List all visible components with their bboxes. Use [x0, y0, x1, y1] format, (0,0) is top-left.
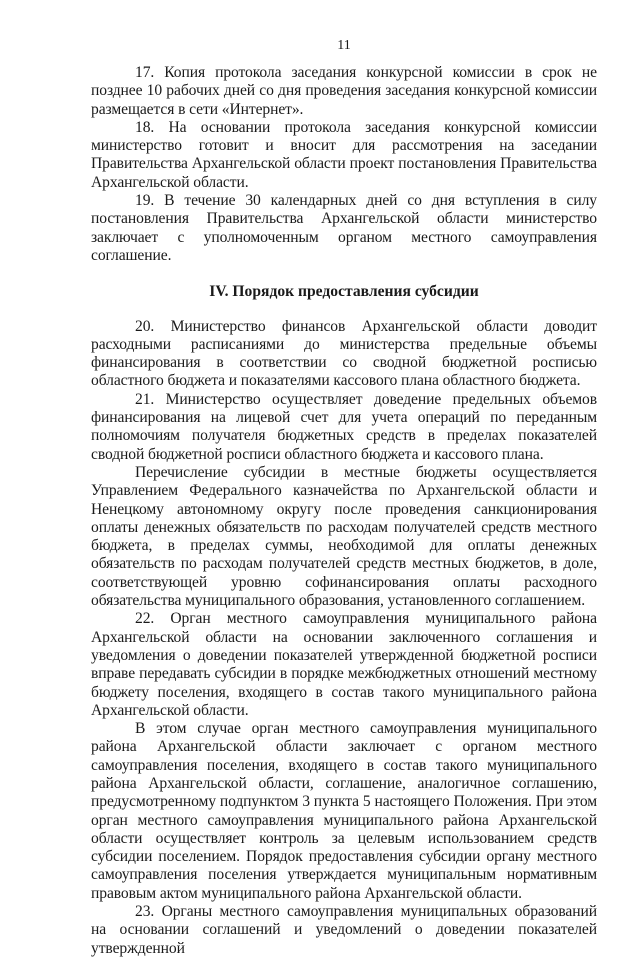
- section-heading: IV. Порядок предоставления субсидии: [209, 283, 479, 301]
- paragraph-18: 18. На основании протокола заседания конкурсной комиссии министерство готовит и вносит для рассмотрения на заседании Правительства Архангельской области проект постановления Правительства Архангельской области.: [91, 118, 597, 191]
- paragraph-22-continued: В этом случае орган местного самоуправления муниципального района Архангельской области заключает с органом местного самоуправления поселения, входящего в состав такого муниципального района Архангельской области, соглашение, аналогичное соглашению, предусмотренному подпунктом 3 пункта 5 настоящего Положения. При этом орган местного самоуправления муниципального района Архангельской области осуществляет контроль за целевым использованием средств субсидии поселением. Порядок предоставления субсидии органу местного самоуправления поселения утверждается муниципальным нормативным правовым актом муниципального района Архангельской области.: [91, 720, 597, 902]
- page-number: 11: [337, 38, 351, 53]
- paragraph-19: 19. В течение 30 календарных дней со дня вступления в силу постановления Правительства Архангельской области министерство заключает с уполномоченным органом местного самоуправления соглашение.: [91, 192, 597, 264]
- paragraph-23: 23. Органы местного самоуправления муниципальных образований на основании соглашений и уведомлений о доведении показателей утвержденной: [91, 903, 597, 957]
- paragraph-22: 22. Орган местного самоуправления муниципального района Архангельской области на основании заключенного соглашения и уведомления о доведении показателей утвержденной бюджетной росписи вправе передавать субсидии в порядке межбюджетных отношений местному бюджету поселения, входящего в состав такого муниципального района Архангельской области.: [91, 610, 597, 719]
- paragraph-20: 20. Министерство финансов Архангельской области доводит расходными расписаниями до министерства предельные объемы финансирования в соответствии со сводной бюджетной росписью областного бюджета и показателями кассового плана областного бюджета.: [91, 317, 597, 390]
- document-page: [91, 38, 597, 958]
- paragraph-21-continued: Перечисление субсидии в местные бюджеты осуществляется Управлением Федерального казначейства по Архангельской области и Ненецкому автономному округу после проведения санкционирования оплаты денежных обязательств по расходам получателей средств местного бюджета, в пределах суммы, необходимой для оплаты денежных обязательств по расходам получателей средств местных бюджетов, в доле, соответствующей уровню софинансирования оплаты расходного обязательства муниципального образования, установленного соглашением.: [91, 463, 597, 610]
- paragraph-17: 17. Копия протокола заседания конкурсной комиссии в срок не позднее 10 рабочих дней со дня проведения заседания конкурсной комиссии размещается в сети «Интернет».: [91, 64, 597, 118]
- paragraph-21: 21. Министерство осуществляет доведение предельных объемов финансирования на лицевой счет для учета операций по переданным полномочиям получателя бюджетных средств в пределах показателей сводной бюджетной росписи областного бюджета и кассового плана.: [91, 390, 597, 463]
